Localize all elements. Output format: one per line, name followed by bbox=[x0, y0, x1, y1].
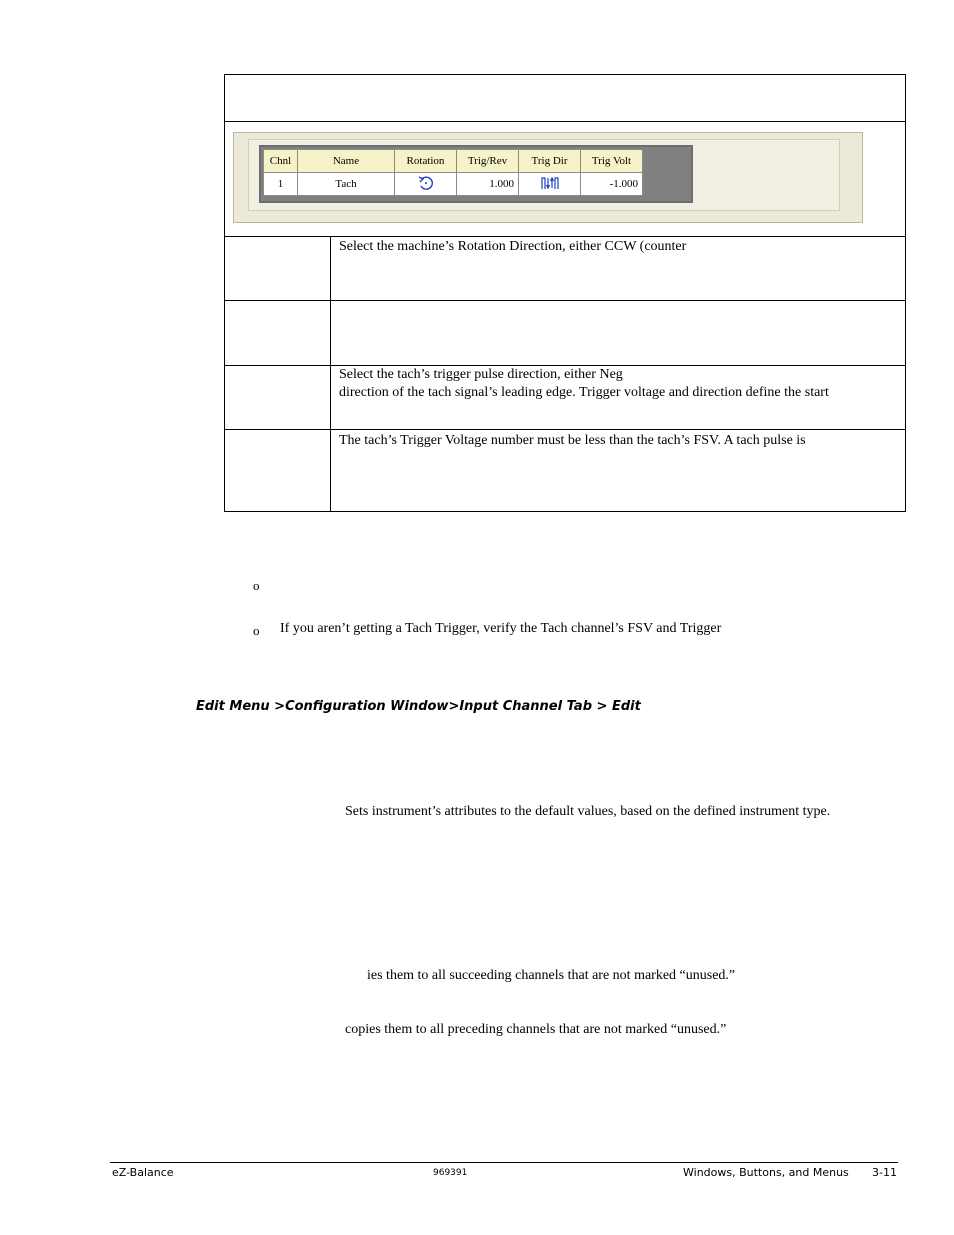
channel-grid bbox=[259, 145, 693, 203]
grid-cell-rotation[interactable] bbox=[395, 173, 457, 196]
grid-header-row bbox=[264, 150, 643, 173]
copy-down-description: ies them to all succeeding channels that are not marked “unused.” bbox=[367, 968, 736, 983]
grid-panel bbox=[248, 139, 840, 211]
footer-section: Windows, Buttons, and Menus bbox=[683, 1166, 849, 1179]
grid-screenshot-cell bbox=[224, 122, 906, 237]
row-label-cell bbox=[225, 430, 331, 511]
bullet-text-tach-trigger: If you aren’t getting a Tach Trigger, verify the Tach channel’s FSV and Trigger bbox=[280, 621, 722, 636]
row-description bbox=[339, 366, 893, 402]
row-label-cell bbox=[225, 237, 331, 300]
ccw-rotation-icon bbox=[417, 175, 435, 191]
definition-row-rotation bbox=[224, 236, 906, 301]
row-description-line-1: Select the tach’s trigger pulse direction, either Neg bbox=[339, 367, 623, 382]
footer-rule bbox=[110, 1162, 898, 1163]
grid-header-rotation[interactable]: Rotation bbox=[395, 150, 457, 173]
table-header-row bbox=[224, 74, 906, 122]
grid-header-name[interactable]: Name bbox=[298, 150, 395, 173]
row-description-line-2: direction of the tach signal’s leading edge. Trigger voltage and direction define the start bbox=[339, 385, 829, 400]
grid-cell-trig-volt[interactable]: -1.000 bbox=[581, 173, 643, 196]
definition-row-trig-volt bbox=[224, 429, 906, 512]
grid-header-chnl[interactable]: Chnl bbox=[264, 150, 298, 173]
row-label-cell bbox=[225, 301, 331, 365]
definition-table bbox=[224, 74, 906, 512]
defaults-description: Sets instrument’s attributes to the default values, based on the defined instrument type. bbox=[345, 804, 831, 819]
definition-row-trig-dir bbox=[224, 365, 906, 430]
copy-up-description: copies them to all preceding channels that are not marked “unused.” bbox=[345, 1022, 727, 1037]
grid-cell-trig-dir[interactable] bbox=[519, 173, 581, 196]
bullet-marker: o bbox=[253, 623, 260, 638]
row-description: Select the machine’s Rotation Direction, either CCW (counter bbox=[339, 239, 687, 254]
channel-grid-screenshot bbox=[233, 132, 863, 223]
channel-grid-table bbox=[263, 149, 643, 196]
grid-header-trig-volt[interactable]: Trig Volt bbox=[581, 150, 643, 173]
bullet-marker: o bbox=[253, 578, 260, 593]
grid-header-trig-dir[interactable]: Trig Dir bbox=[519, 150, 581, 173]
menu-path-heading: Edit Menu >Configuration Window>Input Channel Tab > Edit bbox=[196, 699, 641, 714]
grid-cell-name[interactable]: Tach bbox=[298, 173, 395, 196]
footer-left: eZ-Balance bbox=[112, 1166, 174, 1179]
row-description: The tach’s Trigger Voltage number must be less than the tach’s FSV. A tach pulse is bbox=[339, 433, 806, 448]
grid-cell-chnl[interactable]: 1 bbox=[264, 173, 298, 196]
grid-row-tach bbox=[264, 173, 643, 196]
row-label-cell bbox=[225, 366, 331, 429]
trigger-direction-icon bbox=[540, 175, 560, 191]
grid-header-trig-rev[interactable]: Trig/Rev bbox=[457, 150, 519, 173]
footer-center: 969391 bbox=[433, 1168, 468, 1178]
footer-page-number: 3-11 bbox=[872, 1166, 897, 1179]
definition-row-trig-rev bbox=[224, 300, 906, 366]
grid-cell-trig-rev[interactable]: 1.000 bbox=[457, 173, 519, 196]
